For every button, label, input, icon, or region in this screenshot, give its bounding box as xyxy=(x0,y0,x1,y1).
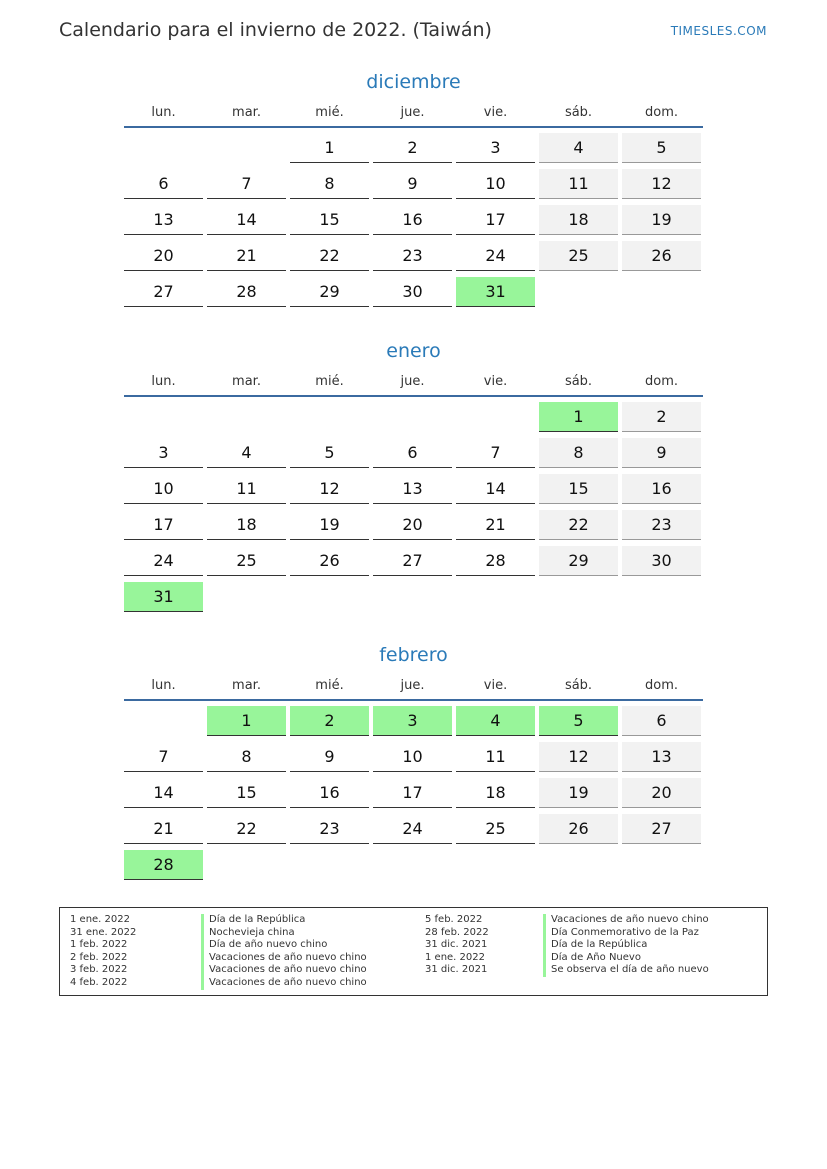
week-row xyxy=(124,402,703,438)
legend-names-col-1 xyxy=(201,914,367,990)
weekday-label: jue. xyxy=(400,678,425,693)
empty-day-cell xyxy=(456,850,535,879)
legend-holiday-name: Día de la República xyxy=(543,939,709,952)
day-cell: 26 xyxy=(290,546,369,576)
legend-date: 3 feb. 2022 xyxy=(70,964,128,976)
day-cell: 10 xyxy=(456,169,535,199)
day-cell: 21 xyxy=(207,241,286,271)
empty-day-cell xyxy=(207,133,286,162)
empty-day-cell xyxy=(539,277,618,306)
day-cell: 12 xyxy=(539,742,618,772)
day-cell: 7 xyxy=(124,742,203,772)
legend-date: 31 dic. 2021 xyxy=(425,964,488,976)
empty-day-cell xyxy=(290,402,369,431)
day-cell: 14 xyxy=(456,474,535,504)
day-cell: 18 xyxy=(456,778,535,808)
week-row xyxy=(124,277,703,313)
weekday-header xyxy=(124,95,703,128)
legend-date: 28 feb. 2022 xyxy=(425,926,489,938)
empty-day-cell xyxy=(290,850,369,879)
day-cell: 24 xyxy=(373,814,452,844)
weekday-label: lun. xyxy=(151,374,176,389)
day-cell: 29 xyxy=(539,546,618,576)
day-cell: 29 xyxy=(290,277,369,307)
month-febrero xyxy=(124,642,703,886)
empty-day-cell xyxy=(456,582,535,611)
week-row xyxy=(124,582,703,618)
legend-date: 1 ene. 2022 xyxy=(70,914,130,925)
day-cell: 3 xyxy=(456,133,535,163)
legend-holiday-name: Nochevieja china xyxy=(201,927,367,940)
weekday-label: vie. xyxy=(483,374,508,389)
week-row xyxy=(124,474,703,510)
week-row xyxy=(124,438,703,474)
day-cell: 28 xyxy=(456,546,535,576)
day-cell: 18 xyxy=(207,510,286,540)
day-cell: 21 xyxy=(456,510,535,540)
day-cell: 19 xyxy=(290,510,369,540)
day-cell: 11 xyxy=(207,474,286,504)
week-row xyxy=(124,706,703,742)
weekday-label: mié. xyxy=(315,374,344,389)
day-cell: 4 xyxy=(539,133,618,163)
legend-holiday-name: Vacaciones de año nuevo chino xyxy=(201,952,367,965)
legend-holiday-name: Vacaciones de año nuevo chino xyxy=(543,914,709,927)
legend-date: 1 feb. 2022 xyxy=(70,939,128,951)
day-cell: 23 xyxy=(622,510,701,540)
empty-day-cell xyxy=(373,402,452,431)
day-cell: 3 xyxy=(124,438,203,468)
day-cell: 23 xyxy=(373,241,452,271)
legend-holiday-name: Vacaciones de año nuevo chino xyxy=(201,977,367,990)
empty-day-cell xyxy=(290,582,369,611)
empty-day-cell xyxy=(207,402,286,431)
week-row xyxy=(124,241,703,277)
day-cell: 16 xyxy=(290,778,369,808)
day-cell: 5 xyxy=(622,133,701,163)
day-cell: 22 xyxy=(539,510,618,540)
day-cell: 15 xyxy=(290,205,369,235)
weekday-label: vie. xyxy=(483,105,508,120)
empty-day-cell xyxy=(622,850,701,879)
weekday-label: lun. xyxy=(151,105,176,120)
day-cell: 19 xyxy=(539,778,618,808)
day-cell: 9 xyxy=(622,438,701,468)
weekday-label: mar. xyxy=(232,105,261,120)
weekday-label: mar. xyxy=(232,678,261,693)
day-cell: 15 xyxy=(207,778,286,808)
week-row xyxy=(124,169,703,205)
day-cell: 20 xyxy=(373,510,452,540)
week-row xyxy=(124,510,703,546)
holiday-day-cell: 4 xyxy=(456,706,535,736)
empty-day-cell xyxy=(373,850,452,879)
day-cell: 7 xyxy=(456,438,535,468)
month-title: diciembre xyxy=(366,71,461,93)
day-cell: 11 xyxy=(456,742,535,772)
holiday-legend xyxy=(59,907,768,996)
weekday-label: jue. xyxy=(400,105,425,120)
day-cell: 13 xyxy=(622,742,701,772)
legend-holiday-name: Se observa el día de año nuevo xyxy=(543,964,709,977)
empty-day-cell xyxy=(622,582,701,611)
day-cell: 18 xyxy=(539,205,618,235)
legend-date: 2 feb. 2022 xyxy=(70,951,128,963)
day-cell: 22 xyxy=(290,241,369,271)
day-cell: 14 xyxy=(207,205,286,235)
weekday-label: vie. xyxy=(483,678,508,693)
day-cell: 26 xyxy=(622,241,701,271)
empty-day-cell xyxy=(207,850,286,879)
day-cell: 11 xyxy=(539,169,618,199)
weekday-label: dom. xyxy=(644,374,678,389)
weekday-label: mié. xyxy=(315,678,344,693)
week-row xyxy=(124,546,703,582)
page-title: Calendario para el invierno de 2022. (Taiwán) xyxy=(59,19,492,41)
holiday-day-cell: 1 xyxy=(207,706,286,736)
day-cell: 19 xyxy=(622,205,701,235)
day-cell: 14 xyxy=(124,778,203,808)
weekday-label: lun. xyxy=(151,678,176,693)
legend-date: 1 ene. 2022 xyxy=(425,951,485,963)
day-cell: 30 xyxy=(373,277,452,307)
day-cell: 8 xyxy=(290,169,369,199)
legend-date: 31 ene. 2022 xyxy=(70,926,137,938)
day-cell: 7 xyxy=(207,169,286,199)
day-cell: 27 xyxy=(373,546,452,576)
holiday-day-cell: 28 xyxy=(124,850,203,880)
weekday-label: sáb. xyxy=(564,374,593,389)
holiday-day-cell: 5 xyxy=(539,706,618,736)
day-cell: 10 xyxy=(124,474,203,504)
empty-day-cell xyxy=(124,706,203,735)
legend-date: 31 dic. 2021 xyxy=(425,939,488,951)
legend-holiday-name: Día Conmemorativo de la Paz xyxy=(543,927,709,940)
day-cell: 21 xyxy=(124,814,203,844)
day-cell: 17 xyxy=(124,510,203,540)
week-row xyxy=(124,205,703,241)
holiday-day-cell: 31 xyxy=(456,277,535,307)
holiday-day-cell: 2 xyxy=(290,706,369,736)
day-cell: 2 xyxy=(622,402,701,432)
day-cell: 25 xyxy=(207,546,286,576)
day-cell: 16 xyxy=(373,205,452,235)
legend-holiday-name: Vacaciones de año nuevo chino xyxy=(201,964,367,977)
legend-holiday-name: Día de Año Nuevo xyxy=(543,952,709,965)
day-cell: 8 xyxy=(207,742,286,772)
day-cell: 8 xyxy=(539,438,618,468)
empty-day-cell xyxy=(539,582,618,611)
legend-date: 4 feb. 2022 xyxy=(70,976,128,988)
day-cell: 24 xyxy=(124,546,203,576)
legend-holiday-name: Día de la República xyxy=(201,914,367,927)
holiday-day-cell: 3 xyxy=(373,706,452,736)
holiday-day-cell: 31 xyxy=(124,582,203,612)
holiday-day-cell: 1 xyxy=(539,402,618,432)
week-row xyxy=(124,778,703,814)
legend-dates-col-1 xyxy=(70,914,136,990)
day-cell: 9 xyxy=(290,742,369,772)
day-cell: 17 xyxy=(373,778,452,808)
empty-day-cell xyxy=(124,133,203,162)
weekday-header xyxy=(124,668,703,701)
weekday-label: mié. xyxy=(315,105,344,120)
day-cell: 6 xyxy=(124,169,203,199)
day-cell: 10 xyxy=(373,742,452,772)
day-cell: 6 xyxy=(373,438,452,468)
empty-day-cell xyxy=(373,582,452,611)
day-cell: 15 xyxy=(539,474,618,504)
week-row xyxy=(124,742,703,778)
weekday-label: jue. xyxy=(400,374,425,389)
day-cell: 5 xyxy=(290,438,369,468)
day-cell: 22 xyxy=(207,814,286,844)
weekday-label: dom. xyxy=(644,105,678,120)
empty-day-cell xyxy=(622,277,701,306)
day-cell: 26 xyxy=(539,814,618,844)
day-cell: 13 xyxy=(373,474,452,504)
day-cell: 4 xyxy=(207,438,286,468)
legend-date: 5 feb. 2022 xyxy=(425,914,483,925)
day-cell: 13 xyxy=(124,205,203,235)
day-cell: 9 xyxy=(373,169,452,199)
weekday-label: sáb. xyxy=(564,105,593,120)
day-cell: 23 xyxy=(290,814,369,844)
week-row xyxy=(124,133,703,169)
weekday-label: mar. xyxy=(232,374,261,389)
day-cell: 25 xyxy=(539,241,618,271)
empty-day-cell xyxy=(207,582,286,611)
day-cell: 17 xyxy=(456,205,535,235)
week-row xyxy=(124,814,703,850)
day-cell: 24 xyxy=(456,241,535,271)
day-cell: 12 xyxy=(622,169,701,199)
day-cell: 6 xyxy=(622,706,701,736)
day-cell: 27 xyxy=(622,814,701,844)
weekday-label: sáb. xyxy=(564,678,593,693)
day-cell: 27 xyxy=(124,277,203,307)
weekday-header xyxy=(124,364,703,397)
legend-dates-col-2 xyxy=(425,914,489,977)
legend-names-col-2 xyxy=(543,914,709,977)
brand-link[interactable]: TIMESLES.COM xyxy=(670,24,767,38)
month-title: enero xyxy=(386,340,441,362)
day-cell: 20 xyxy=(124,241,203,271)
month-title: febrero xyxy=(379,644,448,666)
day-cell: 16 xyxy=(622,474,701,504)
month-diciembre xyxy=(124,69,703,313)
day-cell: 25 xyxy=(456,814,535,844)
weekday-label: dom. xyxy=(644,678,678,693)
day-cell: 12 xyxy=(290,474,369,504)
empty-day-cell xyxy=(539,850,618,879)
month-enero xyxy=(124,338,703,618)
legend-holiday-name: Día de año nuevo chino xyxy=(201,939,367,952)
empty-day-cell xyxy=(124,402,203,431)
day-cell: 1 xyxy=(290,133,369,163)
day-cell: 28 xyxy=(207,277,286,307)
week-row xyxy=(124,850,703,886)
day-cell: 20 xyxy=(622,778,701,808)
empty-day-cell xyxy=(456,402,535,431)
day-cell: 30 xyxy=(622,546,701,576)
day-cell: 2 xyxy=(373,133,452,163)
